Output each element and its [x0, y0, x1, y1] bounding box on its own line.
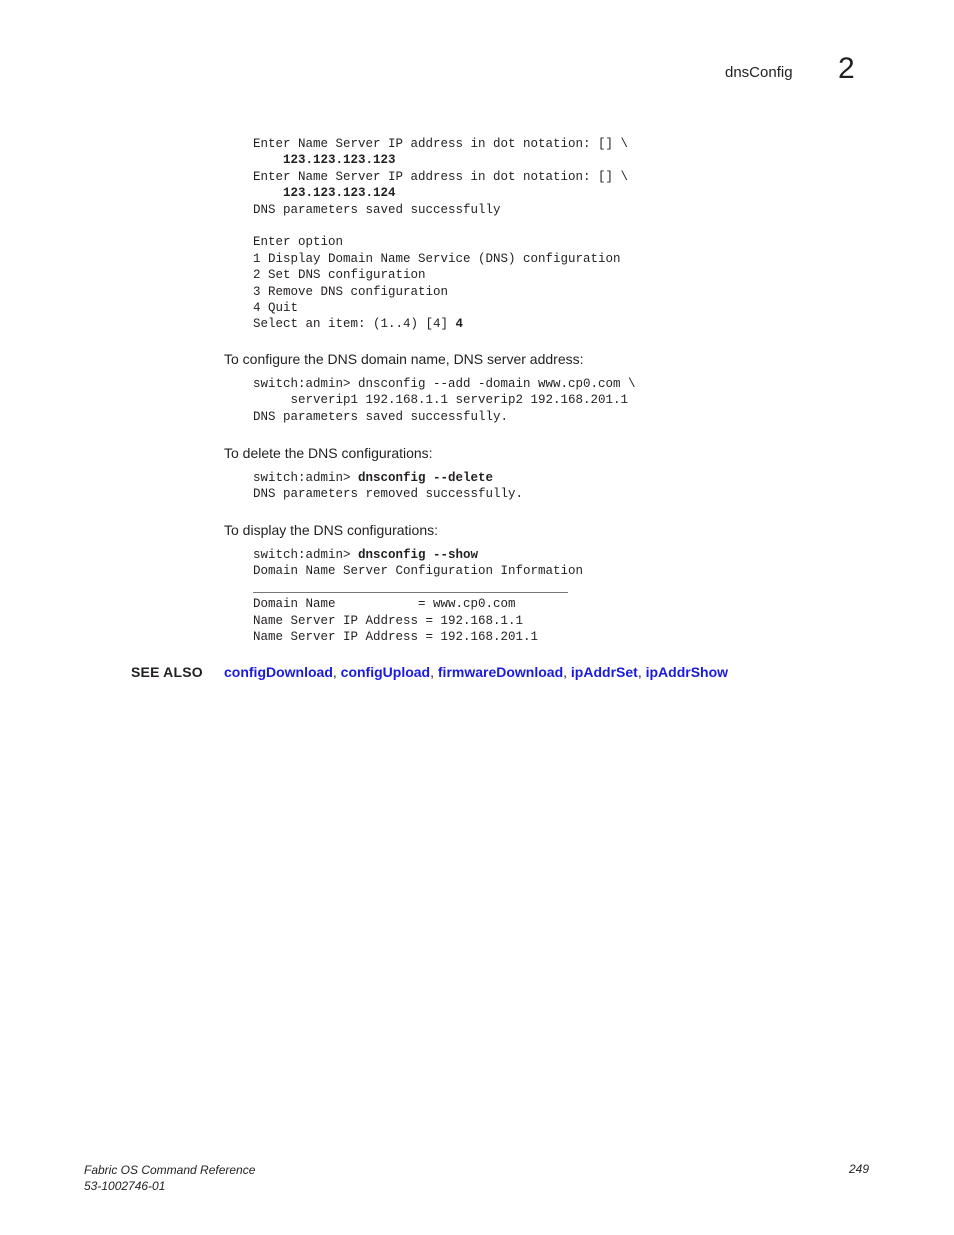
code-text: Select an item: (1..4) [4]: [253, 317, 456, 332]
code-text: serverip1 192.168.1.1 serverip2 192.168.201.1: [253, 393, 629, 408]
code-line: [253, 186, 396, 200]
paragraph-display-dns: To display the DNS configurations:: [224, 522, 438, 538]
code-line: [253, 285, 448, 299]
code-user-input: 123.123.123.124: [283, 186, 396, 201]
code-line: [253, 597, 516, 611]
code-text: [253, 186, 283, 200]
code-text: Domain Name Server Configuration Information: [253, 564, 584, 579]
code-text: 4 Quit: [253, 301, 299, 316]
code-text: Enter Name Server IP address in dot notation: [] \: [253, 169, 629, 184]
code-line: [253, 393, 628, 407]
link-separator: ,: [563, 664, 571, 680]
code-text: 1 Display Domain Name Service (DNS) configuration: [253, 251, 621, 266]
paragraph-configure-dns: To configure the DNS domain name, DNS server address:: [224, 351, 584, 367]
code-text: Name Server IP Address = 192.168.1.1: [253, 613, 524, 628]
code-text: Name Server IP Address = 192.168.201.1: [253, 630, 539, 645]
code-user-input: dnsconfig --show: [358, 548, 479, 562]
code-block-dnsconfig-show: [253, 547, 583, 645]
code-line: [253, 410, 508, 424]
link-separator: ,: [637, 664, 646, 680]
code-text: Enter option: [253, 235, 344, 250]
code-user-input: 123.123.123.123: [283, 153, 396, 168]
code-line: [253, 268, 426, 282]
code-text: 3 Remove DNS configuration: [253, 284, 449, 299]
see-also-link-configdownload[interactable]: configDownload: [224, 664, 333, 680]
see-also-link-configupload[interactable]: configUpload: [340, 664, 431, 680]
code-line: [253, 137, 628, 151]
code-text: __________________________________________: [253, 580, 569, 595]
code-line: [253, 317, 463, 331]
code-text: switch:admin>: [253, 548, 359, 562]
code-line: [253, 581, 568, 595]
code-text: [253, 153, 283, 167]
code-line: [253, 614, 523, 628]
code-text: switch:admin> dnsconfig --add -domain www.cp0.com \: [253, 377, 636, 391]
code-line: [253, 630, 538, 644]
code-text: DNS parameters saved successfully: [253, 202, 501, 217]
code-text: Enter Name Server IP address in dot notation: [] \: [253, 137, 629, 151]
code-line: [253, 564, 583, 578]
code-user-input: 4: [455, 317, 464, 332]
code-text: 2 Set DNS configuration: [253, 268, 426, 283]
code-block-dnsconfig-add: [253, 376, 636, 425]
code-line: [253, 377, 636, 391]
code-user-input: dnsconfig --delete: [358, 471, 494, 485]
see-also-link-ipaddrset[interactable]: ipAddrSet: [570, 664, 638, 680]
code-block-name-server-prompts: [253, 136, 628, 333]
see-also-label: SEE ALSO: [131, 664, 203, 680]
see-also-link-ipaddrshow[interactable]: ipAddrShow: [645, 664, 729, 680]
code-line: [253, 471, 493, 485]
code-line: [253, 153, 396, 167]
see-also-link-firmwaredownload[interactable]: firmwareDownload: [437, 664, 564, 680]
code-line: [253, 170, 628, 184]
code-line: [253, 487, 523, 501]
page-number: 249: [849, 1162, 870, 1176]
code-block-dnsconfig-delete: [253, 470, 523, 503]
running-header-title: dnsConfig: [725, 64, 793, 81]
see-also-links: [224, 664, 728, 680]
chapter-number: 2: [838, 52, 855, 85]
code-line: [253, 252, 621, 266]
code-text: switch:admin>: [253, 471, 359, 485]
link-separator: ,: [332, 664, 341, 680]
code-line: [253, 203, 501, 217]
code-line: [253, 548, 478, 562]
code-text: DNS parameters removed successfully.: [253, 487, 524, 502]
code-line: [253, 301, 298, 315]
paragraph-delete-dns: To delete the DNS configurations:: [224, 445, 433, 461]
footer: [84, 1162, 255, 1194]
footer-doc-title: Fabric OS Command Reference: [84, 1163, 256, 1177]
footer-doc-number: 53-1002746-01: [84, 1179, 166, 1193]
code-line: [253, 235, 343, 249]
code-text: DNS parameters saved successfully.: [253, 409, 509, 424]
link-separator: ,: [430, 664, 438, 680]
code-text: Domain Name = www.cp0.com: [253, 597, 516, 612]
